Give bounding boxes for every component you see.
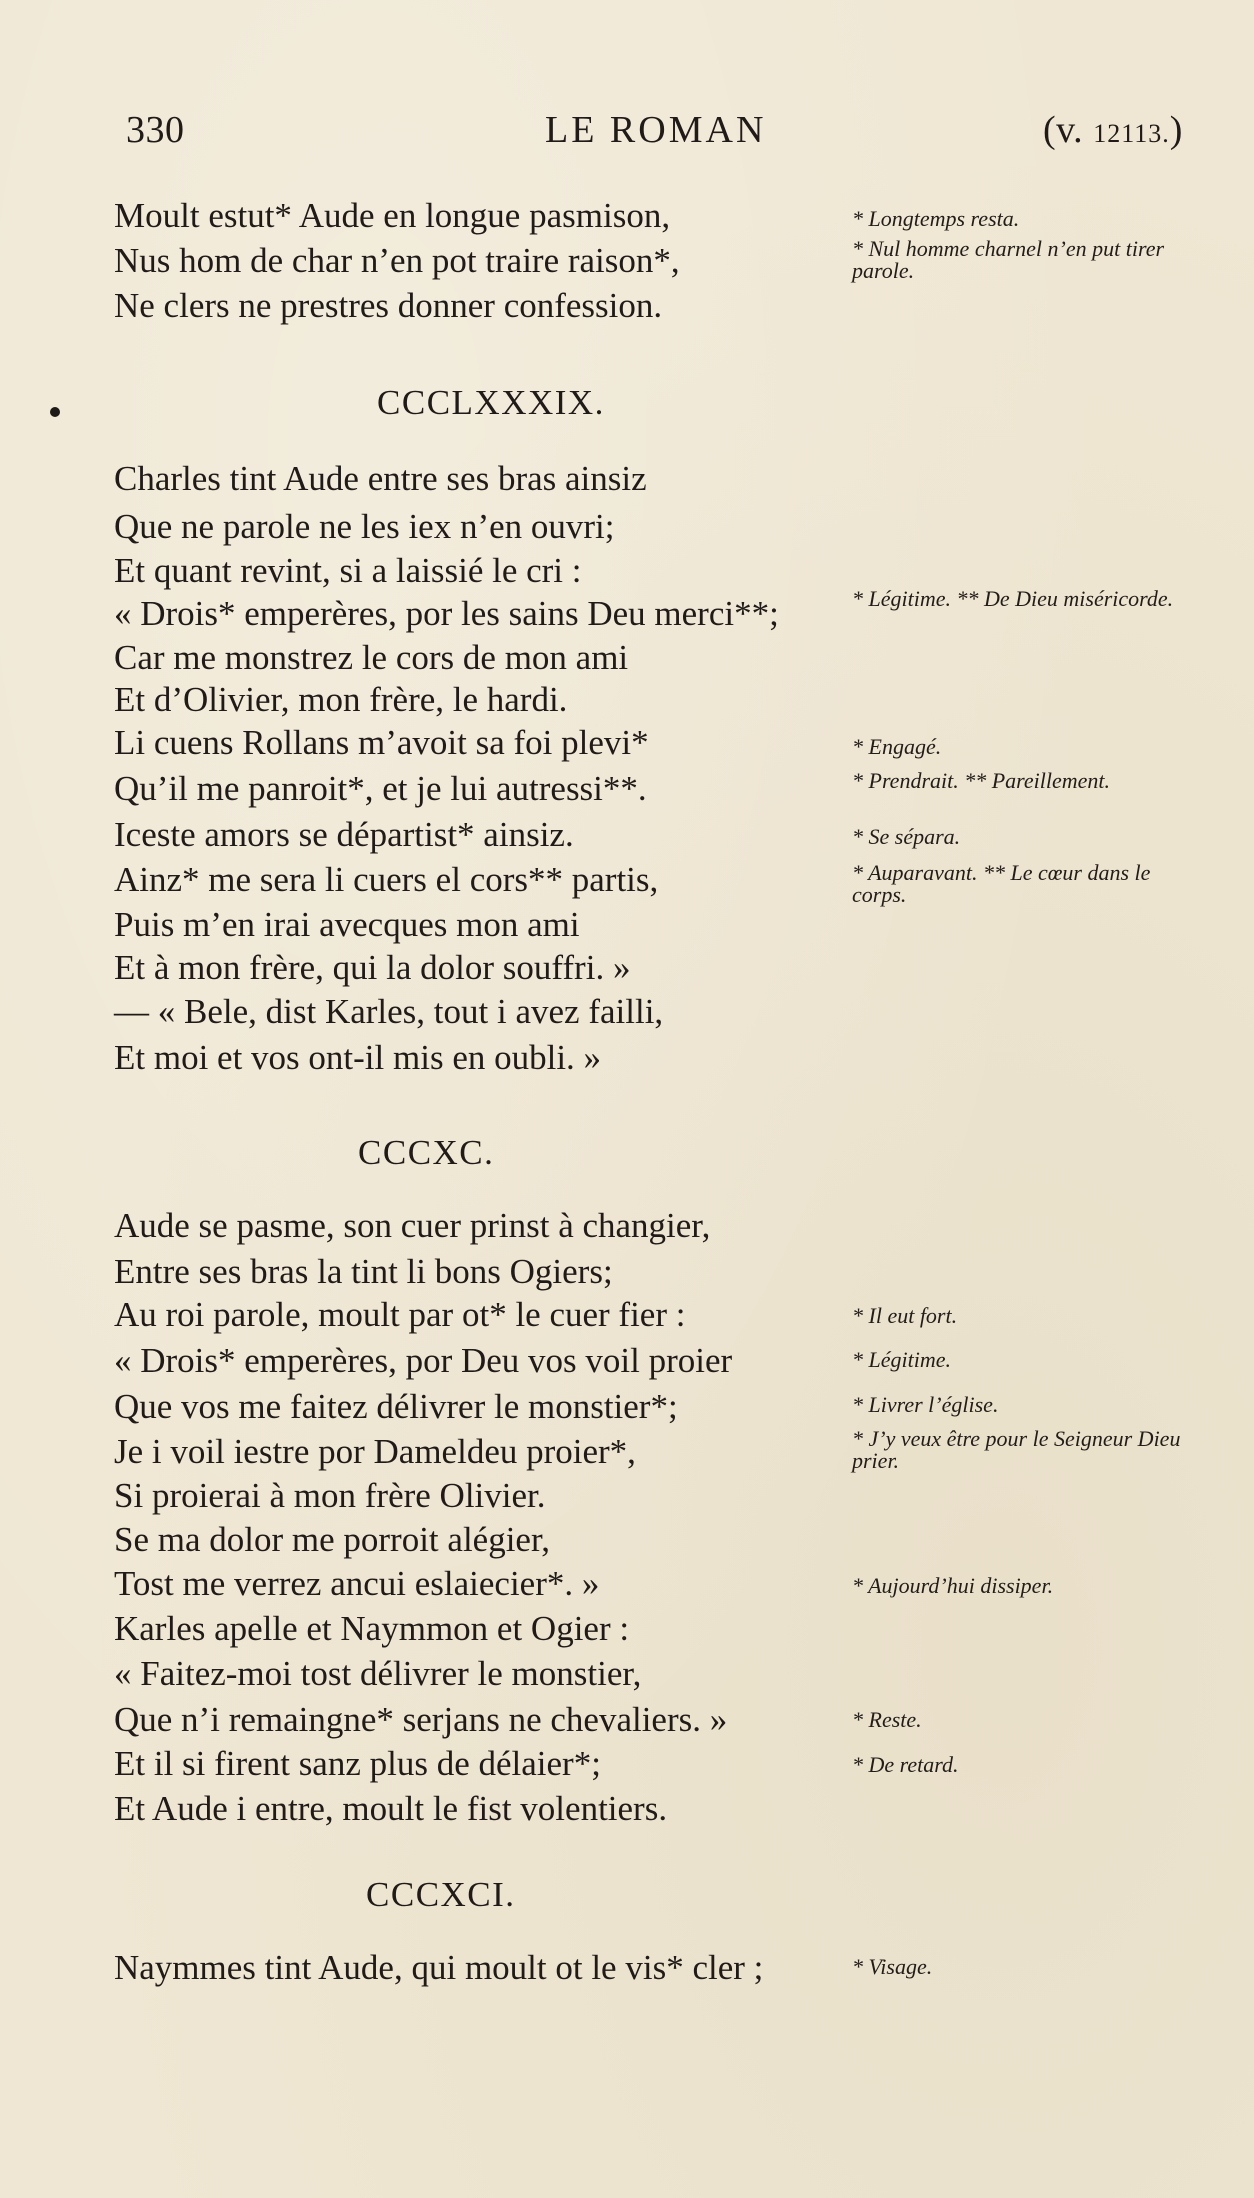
margin-note: * Visage. (852, 1954, 933, 1979)
margin-note: * Auparavant. ** Le cœur dans le corps. (852, 860, 1151, 907)
laisse-heading: CCCXC. (358, 1133, 495, 1172)
verse-line: Entre ses bras la tint li bons Ogiers; (114, 1252, 613, 1291)
verse-line: Et il si firent sanz plus de délaier*; (114, 1744, 601, 1783)
verse-line: « Drois* emperères, por Deu vos voil proier (114, 1341, 733, 1380)
margin-note: * Longtemps resta. (852, 206, 1020, 231)
verse-line: Tost me verrez ancui eslaiecier*. » (114, 1564, 600, 1603)
verse-line: Si proierai à mon frère Olivier. (114, 1476, 546, 1515)
verse-line: Naymmes tint Aude, qui moult ot le vis* cler ; (114, 1948, 764, 1987)
verse-line: Aude se pasme, son cuer prinst à changier, (114, 1206, 711, 1245)
verse-line: Li cuens Rollans m’avoit sa foi plevi* (114, 723, 649, 762)
verse-line: Karles apelle et Naymmon et Ogier : (114, 1609, 630, 1648)
verse-line: Que n’i remaingne* serjans ne chevaliers. » (114, 1700, 728, 1739)
verse-line: Ainz* me sera li cuers el cors** partis, (114, 860, 659, 899)
margin-note: * Prendrait. ** Pareillement. (852, 768, 1111, 793)
verse-line: Se ma dolor me porroit alégier, (114, 1520, 550, 1559)
verse-close: ) (1169, 109, 1183, 151)
margin-note: * Se sépara. (852, 824, 961, 849)
verse-line: Et à mon frère, qui la dolor souffri. » (114, 948, 631, 987)
verse-number: 12113. (1093, 119, 1170, 148)
margin-note: * Nul homme charnel n’en put tirer parole. (852, 236, 1165, 283)
margin-note: * Reste. (852, 1707, 922, 1732)
margin-note: * De retard. (852, 1752, 959, 1777)
verse-line: Charles tint Aude entre ses bras ainsiz (114, 459, 647, 498)
verse-line: Que ne parole ne les iex n’en ouvri; (114, 507, 615, 546)
verse-line: Moult estut* Aude en longue pasmison, (114, 196, 671, 235)
margin-note: * Livrer l’église. (852, 1392, 999, 1417)
margin-note: * Engagé. (852, 734, 942, 759)
verse-line: Et quant revint, si a laissié le cri : (114, 551, 582, 590)
verse-line: — « Bele, dist Karles, tout i avez failli, (114, 992, 664, 1031)
margin-note: * J’y veux être pour le Seigneur Dieu prier. (852, 1426, 1181, 1473)
running-title: LE ROMAN (545, 109, 767, 151)
verse-line: Ne clers ne prestres donner confession. (114, 286, 663, 325)
ink-dot (50, 407, 60, 417)
verse-line: Et d’Olivier, mon frère, le hardi. (114, 680, 568, 719)
verse-line: « Drois* emperères, por les sains Deu merci**; (114, 594, 779, 633)
verse-line: Je i voil iestre por Dameldeu proier*, (114, 1432, 636, 1471)
verse-line: « Faitez-moi tost délivrer le monstier, (114, 1654, 642, 1693)
verse-line: Car me monstrez le cors de mon ami (114, 638, 629, 677)
verse-open: (v. (1043, 109, 1094, 151)
laisse-heading: CCCXCI. (366, 1875, 516, 1914)
verse-line: Nus hom de char n’en pot traire raison*, (114, 241, 680, 280)
verse-line: Puis m’en irai avecques mon ami (114, 905, 580, 944)
page-number: 330 (126, 109, 185, 151)
laisse-heading: CCCLXXXIX. (377, 383, 605, 422)
margin-note: * Aujourd’hui dissiper. (852, 1573, 1054, 1598)
margin-note: * Légitime. (852, 1347, 951, 1372)
verse-line: Que vos me faitez délivrer le monstier*; (114, 1387, 678, 1426)
verse-reference (1043, 108, 1183, 152)
verse-line: Qu’il me panroit*, et je lui autressi**. (114, 769, 647, 808)
verse-line: Au roi parole, moult par ot* le cuer fier : (114, 1295, 686, 1334)
verse-line: Et Aude i entre, moult le fist volentiers. (114, 1789, 668, 1828)
margin-note: * Il eut fort. (852, 1303, 958, 1328)
verse-line: Iceste amors se départist* ainsiz. (114, 815, 574, 854)
verse-line: Et moi et vos ont-il mis en oubli. » (114, 1038, 602, 1077)
margin-note: * Légitime. ** De Dieu miséricorde. (852, 586, 1174, 611)
